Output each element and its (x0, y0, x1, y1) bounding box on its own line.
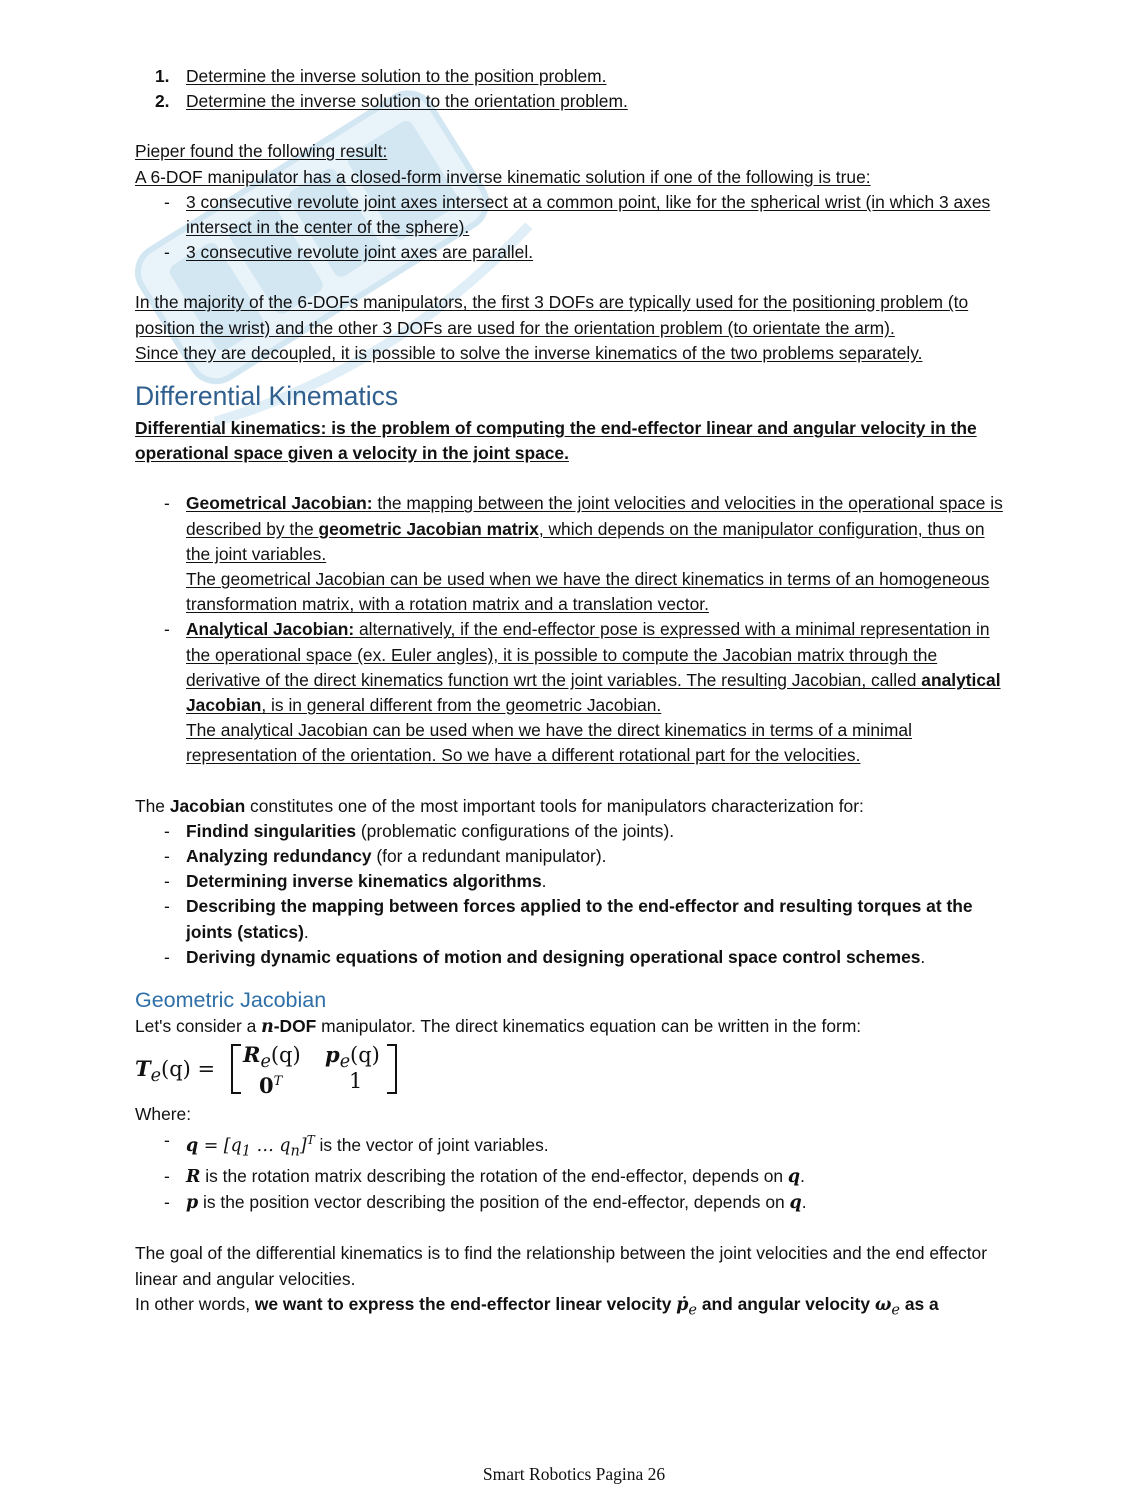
page-footer: Smart Robotics Pagina 26 (482, 1464, 666, 1484)
heading-geometric-jacobian: Geometric Jacobian (135, 988, 327, 1013)
pieper-conditions-list (135, 190, 1005, 266)
list-item-geometrical-jacobian: - Geometrical Jacobian: the mapping between the joint velocities and velocities in the operational space is described by the geometric Jacobian matrix, which depends on the manipulator configuration, thus on the joint variables. The geometrical Jacobian can be used when we have the direct kinematics in terms of an homogeneous transformation matrix, with a rotation matrix and a translation vector. (164, 493, 1003, 615)
list-item: 2. Determine the inverse solution to the orientation problem. (155, 91, 628, 112)
direct-kinematics-equation (135, 1042, 1005, 1098)
majority-paragraph: In the majority of the 6-DOFs manipulators, the first 3 DOFs are typically used for the positioning problem (to position the wrist) and the other 3 DOFs are used for the orientation problem (to orientate the arm). (135, 292, 969, 338)
list-item: - R is the rotation matrix describing the rotation of the end-effector, depends on q. (164, 1165, 805, 1187)
list-item: 1. Determine the inverse solution to the position problem. (155, 66, 607, 86)
matrix-right-bracket (387, 1044, 397, 1094)
list-item: - Deriving dynamic equations of motion and designing operational space control schemes. (164, 946, 926, 967)
symbol-definitions-list (135, 1128, 1005, 1217)
pieper-line-1: Pieper found the following result: (135, 141, 388, 162)
list-item: - Findind singularities (problematic configurations of the joints). (164, 820, 675, 841)
list-item: - 3 consecutive revolute joint axes are parallel. (164, 242, 534, 263)
matrix-cell-p: $p_e(q)$ (325, 1042, 380, 1073)
list-item: - 3 consecutive revolute joint axes intersect at a common point, like for the spherical wrist (in which 3 axes intersect in the center of the sphere). (164, 191, 991, 238)
decoupled-paragraph: Since they are decoupled, it is possible to solve the inverse kinematics of the two problems separately. (135, 342, 923, 363)
geometric-jacobian-intro: Let's consider a n-DOF manipulator. The direct kinematics equation can be written in the form: (135, 1016, 862, 1038)
matrix-cell-r: $R_e(q)$ (243, 1042, 301, 1073)
list-item: - Describing the mapping between forces applied to the end-effector and resulting torques at the joints (statics). (164, 896, 973, 942)
matrix-cell-zero: $0^T$ (259, 1073, 283, 1099)
definition-paragraph: Differential kinematics: is the problem of computing the end-effector linear and angular velocity in the operational space given a velocity in the joint space. (135, 418, 977, 464)
list-item: - $q = [q_1$ … $q_n]^T$ is the vector of joint variables. (164, 1129, 549, 1159)
matrix-cell-one: 1 (349, 1069, 363, 1094)
jacobian-uses-list (135, 819, 1005, 970)
jacobian-intro: The Jacobian constitutes one of the most important tools for manipulators characterization for: (135, 795, 864, 816)
goal-paragraph: The goal of the differential kinematics is to find the relationship between the joint velocities and the end effector linear and angular velocities. (135, 1243, 988, 1289)
other-words-paragraph: In other words, we want to express the end-effector linear velocity ṗ$_e$ and angular velocity $\omega_e$ as a (135, 1293, 939, 1319)
where-label: Where: (135, 1104, 192, 1125)
list-item: - Analyzing redundancy (for a redundant manipulator). (164, 846, 607, 867)
matrix-left-bracket (231, 1044, 241, 1094)
jacobian-types-list (135, 491, 1005, 768)
steps-list (135, 64, 1005, 114)
list-item: - Determining inverse kinematics algorithms. (164, 871, 547, 892)
heading-differential-kinematics: Differential Kinematics (135, 381, 399, 412)
pieper-line-2: A 6-DOF manipulator has a closed-form inverse kinematic solution if one of the following is true: (135, 166, 871, 187)
list-item: - p is the position vector describing the position of the end-effector, depends on q. (164, 1192, 807, 1214)
equation-lhs: $T_e(q)$ = (135, 1056, 216, 1087)
list-item-analytical-jacobian: - Analytical Jacobian: alternatively, if the end-effector pose is expressed with a minimal representation in the operational space (ex. Euler angles), it is possible to compute the Jacobian matrix through the derivative of the direct kinematics function wrt the joint variables. The resulting Jacobian, called analytical Jacobian, is in general different from the geometric Jacobian. The analytical Jacobian can be used when we have the direct kinematics in terms of a minimal representation of the orientation. So we have a different rotational part for the velocities. (164, 619, 1001, 766)
